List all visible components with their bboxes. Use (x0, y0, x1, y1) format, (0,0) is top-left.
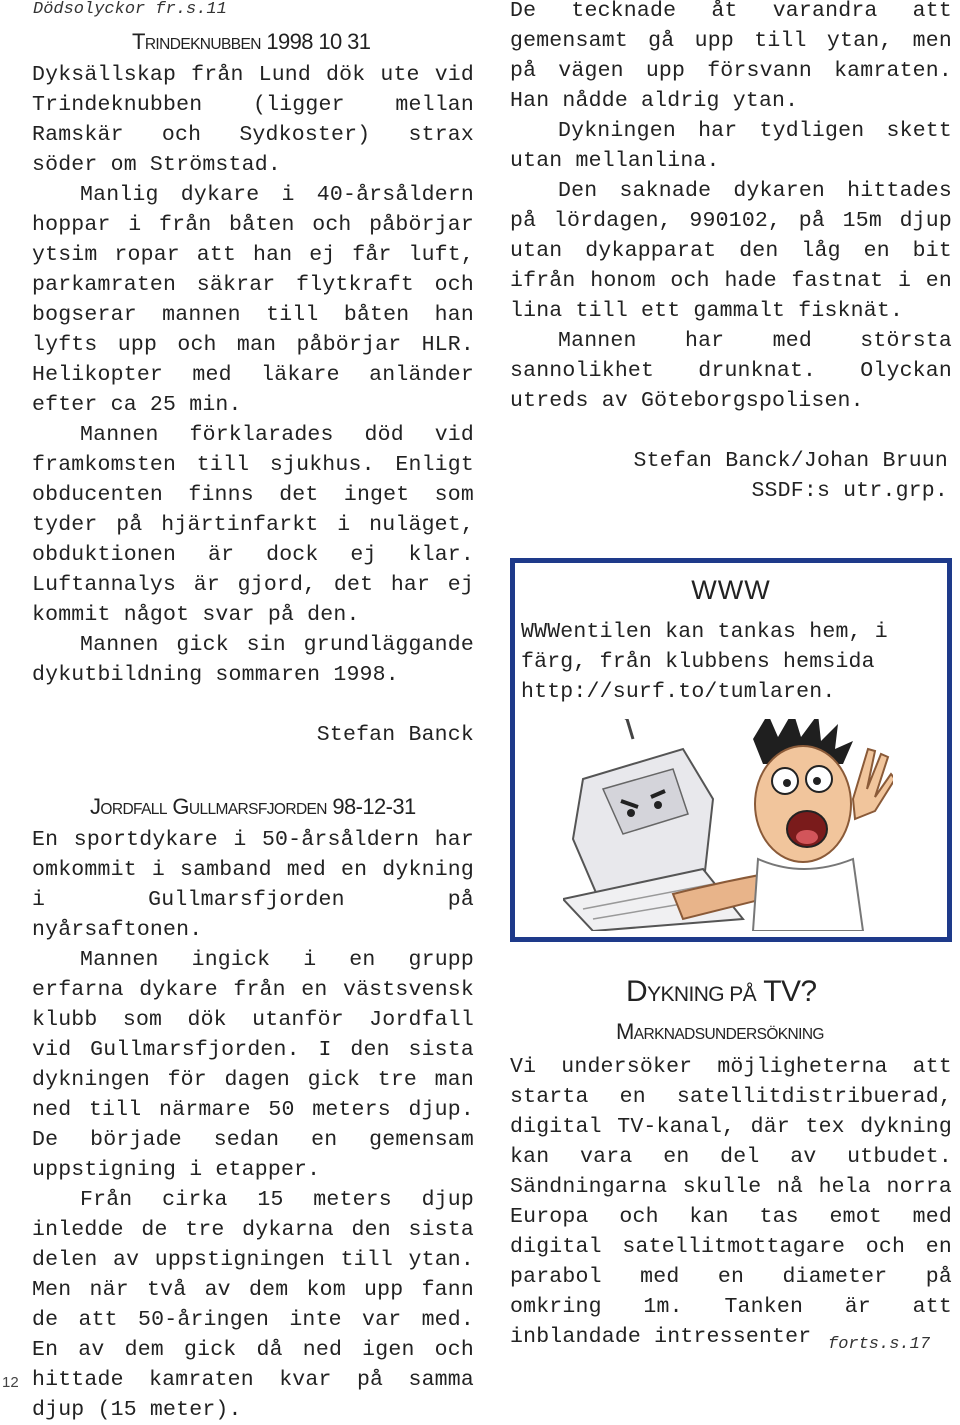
heading-initial: D (626, 975, 648, 1008)
article-paragraph: Mannen har med största sannolikhet drunknat. Olyckan utreds av Göteborgspolisen. (510, 329, 952, 413)
article-paragraph: Dyksällskap från Lund dök ute vid Trindeknubben (ligger mellan Ramskär och Sydkoster) strax söder om Strömstad. (32, 63, 474, 177)
heading-smallcaps: RINDEKNUBBEN (144, 36, 261, 53)
right-column (510, 0, 952, 506)
heading-smallcaps: ORDFALL (100, 801, 167, 818)
continued-from-note: Dödsolyckor fr.s.11 (33, 0, 227, 19)
heading-smallcaps: ARKNADSUNDERSÖKNING (633, 1026, 824, 1043)
www-box-title: WWW (691, 575, 771, 605)
heading-smallcaps: ULLMARSFJORDEN (188, 801, 327, 818)
article-trindeknubben-heading (32, 27, 474, 60)
heading-date: 98-12-31 (332, 794, 416, 819)
www-box (510, 558, 952, 942)
page-number: 12 (2, 1374, 19, 1391)
article-tv-heading (510, 972, 952, 1015)
article-tv-subheading (510, 1015, 952, 1052)
continued-on-note: forts.s.17 (828, 1335, 931, 1354)
heading-date: 1998 10 31 (266, 29, 371, 54)
article-signature: Stefan Banck (316, 723, 474, 747)
article-jordfall-heading (32, 792, 474, 825)
heading-smallcaps: YKNING PÅ (647, 983, 757, 1006)
article-paragraph: Vi undersöker möjligheterna att starta en satellitdistribuerad, digital TV-kanal, där tex dykning kan vara en del av utbudet. Sändningarna skulle nå hela norra Europa och kan tas emot med digital satellitmottagare och en parabol med en diameter på omkring 1m. Tanken är att inblandade intressenter (510, 1055, 952, 1349)
article-paragraph: Mannen gick sin grundläggande dykutbildning sommaren 1998. (32, 633, 474, 687)
article-paragraph: Dykningen har tydligen skett utan mellanlina. (510, 119, 952, 173)
www-box-text: WWWentilen kan tankas hem, i färg, från klubbens hemsida http://surf.to/tumlaren. (521, 620, 888, 704)
left-column (32, 0, 474, 1425)
heading-question: TV? (763, 975, 817, 1008)
cartoon-computer-man-image (563, 719, 893, 931)
heading-initial: G (172, 794, 189, 819)
heading-initial: M (616, 1019, 634, 1044)
article-dykning-pa-tv (510, 972, 952, 1352)
article-paragraph: Manlig dykare i 40-årsåldern hoppar i från båten och påbörjar ytsim ropar att han ej får luft, parkamraten säkrar flytkraft och bogserar mannen till båten han lyfts upp och man påbörjar HLR. Helikopter med läkare anländer efter ca 25 min. (32, 183, 474, 417)
article-paragraph: Den saknade dykaren hittades på lördagen, 990102, på 15m djup utan dykapparat den låg en bit ifrån honom och hade fastnat i en lina till ett gammalt fisknät. (510, 179, 952, 323)
article-signature: Stefan Banck/Johan Bruun (633, 449, 948, 473)
article-paragraph: Från cirka 15 meters djup inledde de tre dykarna den sista delen av uppstigningen till ytan. Men när två av dem kom upp fann de att 50-åringen inte var med. En av dem gick då ned igen och hittade kamraten kvar på samma djup (15 meter). (32, 1188, 474, 1422)
article-signature-group: SSDF:s utr.grp. (751, 479, 948, 503)
article-paragraph: De tecknade åt varandra att gemensamt gå upp till ytan, men på vägen upp försvann kamraten. Han nådde aldrig ytan. (510, 0, 952, 113)
heading-initial: T (132, 29, 145, 54)
article-paragraph: Mannen ingick i en grupp erfarna dykare från en västsvensk klubb som dök utanför Jordfall vid Gullmarsfjorden. I den sista dykningen för dagen gick tre man ned till närmare 50 meters djup. De började sedan en gemensam uppstigning i etapper. (32, 948, 474, 1182)
article-paragraph: Mannen förklarades död vid framkomsten till sjukhus. Enligt obducenten finns det inget som tyder på hjärtinfarkt i nuläget, obduktionen är dock ej klar. Luftannalys är gjord, det har ej kommit något svar på den. (32, 423, 474, 627)
heading-initial: J (90, 794, 101, 819)
article-paragraph: En sportdykare i 50-årsåldern har omkommit i samband med en dykning i Gullmarsfjorden på nyårsaftonen. (32, 828, 474, 942)
